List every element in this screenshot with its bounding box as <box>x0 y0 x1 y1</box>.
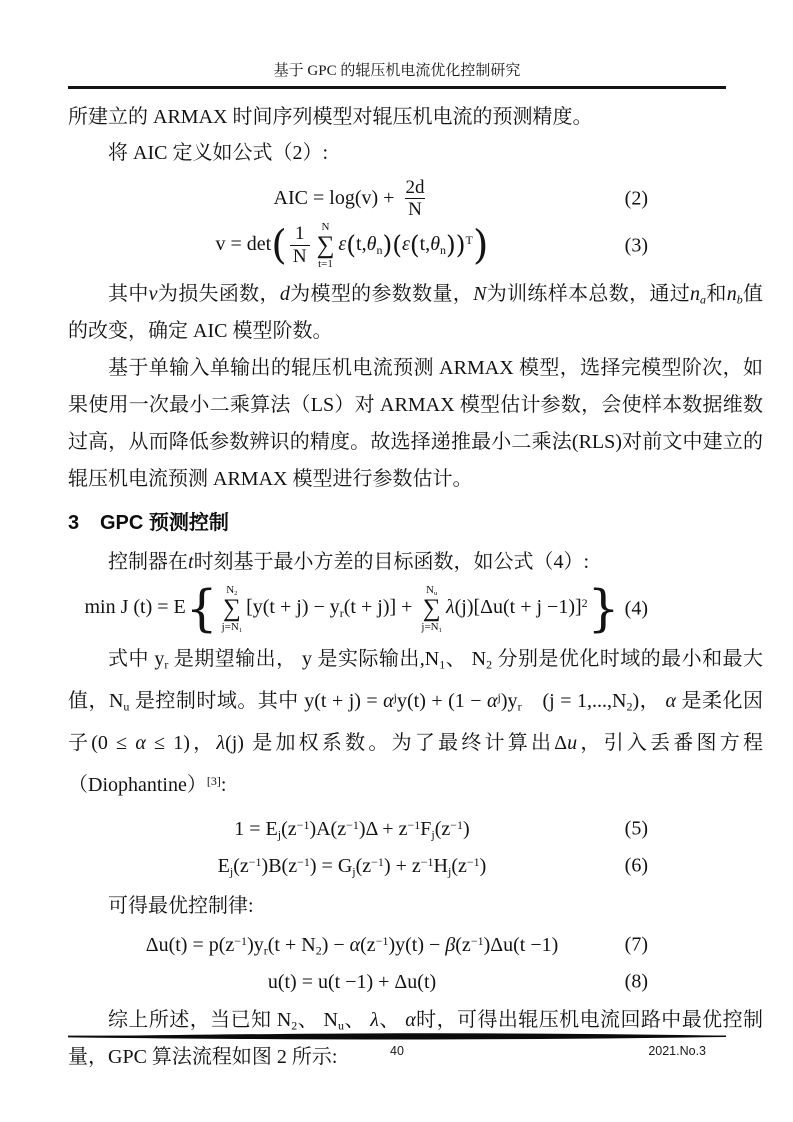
running-head-title: 基于 GPC 的辊压机电流优化控制研究 <box>273 63 521 79</box>
formula-7 <box>68 934 726 957</box>
formula-3 <box>68 221 726 270</box>
footer-text-row <box>68 1042 726 1062</box>
formula-4 <box>68 579 726 638</box>
section-number: 3 <box>68 512 80 535</box>
header-rule <box>68 86 726 89</box>
formula-7-number: (7) <box>624 933 648 956</box>
formula-2-expression: AIC = log(v) + $\frac{2d}{N}$ <box>273 176 425 221</box>
paragraph-optimal-law-intro: 可得最优控制律: <box>108 894 254 917</box>
paragraph-aic-intro: 将 AIC 定义如公式（2）: <box>108 141 328 164</box>
journal-issue: 2021.No.3 <box>648 1044 706 1058</box>
formula-6-number: (6) <box>624 854 648 877</box>
paragraph-controller-objective: 控制器在t时刻基于最小方差的目标函数，如公式（4）: <box>108 551 590 574</box>
formula-8-number: (8) <box>624 970 648 993</box>
page-number: 40 <box>390 1044 404 1058</box>
formula-5 <box>68 818 726 841</box>
paragraph-conclusion: 综上所述，当已知 $N_2$、 $N_u$、 λ、 α时，可得出辊压机电流回路中最优控制量，GPC 算法流程如图 2 所示: <box>68 1008 763 1068</box>
formula-8 <box>68 971 726 994</box>
formula-5-expression: $1 = E_j(z^{-1})A(z^{-1})\Delta + z^{-1}F_j(z^{-1})$ <box>234 817 470 842</box>
section-title: GPC 预测控制 <box>100 512 229 535</box>
footer-rule <box>68 1032 726 1041</box>
page-content <box>68 0 763 1076</box>
formula-6-expression: $E_j(z^{-1})B(z^{-1}) = G_j(z^{-1}) + z^{-1}H_j(z^{-1})$ <box>217 854 487 879</box>
formula-3-expression: v = det( $\frac{1}{N}$ N ∑ t=1 $\varepsilon(t,\theta_n)(\varepsilon(t,\theta_n))^T$) <box>215 221 489 271</box>
page-footer <box>68 1032 726 1062</box>
section-heading-gpc <box>68 510 763 536</box>
formula-3-number: (3) <box>624 234 648 257</box>
paragraph-formula4-terms: 式中 $y_r$ 是期望输出， y 是实际输出$,N_1$、 $N_2$ 分别是优化时域的最小和最大值，$N_u$ 是控制时域。其中 $y(t + j) = \alpha^jy(t) + (1 - \alpha^j)y_r$ $(j = 1,...,N_2)$， α 是柔化因子(0 ≤ α ≤ 1)，λ(j) 是加权系数。为了最终计算出Δu，引入丢番图方程（Diophantine）[3]: <box>68 647 764 796</box>
formula-2 <box>68 177 726 222</box>
formula-5-number: (5) <box>624 817 648 840</box>
formula-6 <box>68 855 726 878</box>
formula-7-expression: $\Delta u(t) = p(z^{-1})y_r(t + N_2) - \alpha(z^{-1})y(t) - \beta(z^{-1})\Delta u(t -1)$ <box>145 933 559 958</box>
formula-2-number: (2) <box>624 187 648 210</box>
formula-4-expression: min J (t) = E{ $N_2$ ∑ $j=N_1$ $[y(t + j) - y_r(t + j)]$ + $N_u$ ∑ $j=N_1$ $\lambda(j)[\Delta u(t + j -1)]^2$} <box>84 579 620 638</box>
formula-8-expression: u(t) = u(t −1) + Δu(t) <box>267 970 437 993</box>
paragraph-aic-terms: 其中v为损失函数，d为模型的参数数量，N为训练样本总数，通过$n_a$和$n_b$值的改变，确定 AIC 模型阶数。 <box>68 283 764 343</box>
paragraph-armax-precision: 所建立的 ARMAX 时间序列模型对辊压机电流的预测精度。 <box>68 105 593 128</box>
formula-4-number: (4) <box>624 597 648 620</box>
paragraph-rls-selection: 基于单输入单输出的辊压机电流预测 ARMAX 模型，选择完模型阶次，如果使用一次最小二乘算法（LS）对 ARMAX 模型估计参数，会使样本数据维数过高，从而降低参数辨识的精度。故选择递推最小二乘法(RLS)对前文中建立的辊压机电流预测 ARMAX 模型进行参数估计。 <box>68 357 763 491</box>
